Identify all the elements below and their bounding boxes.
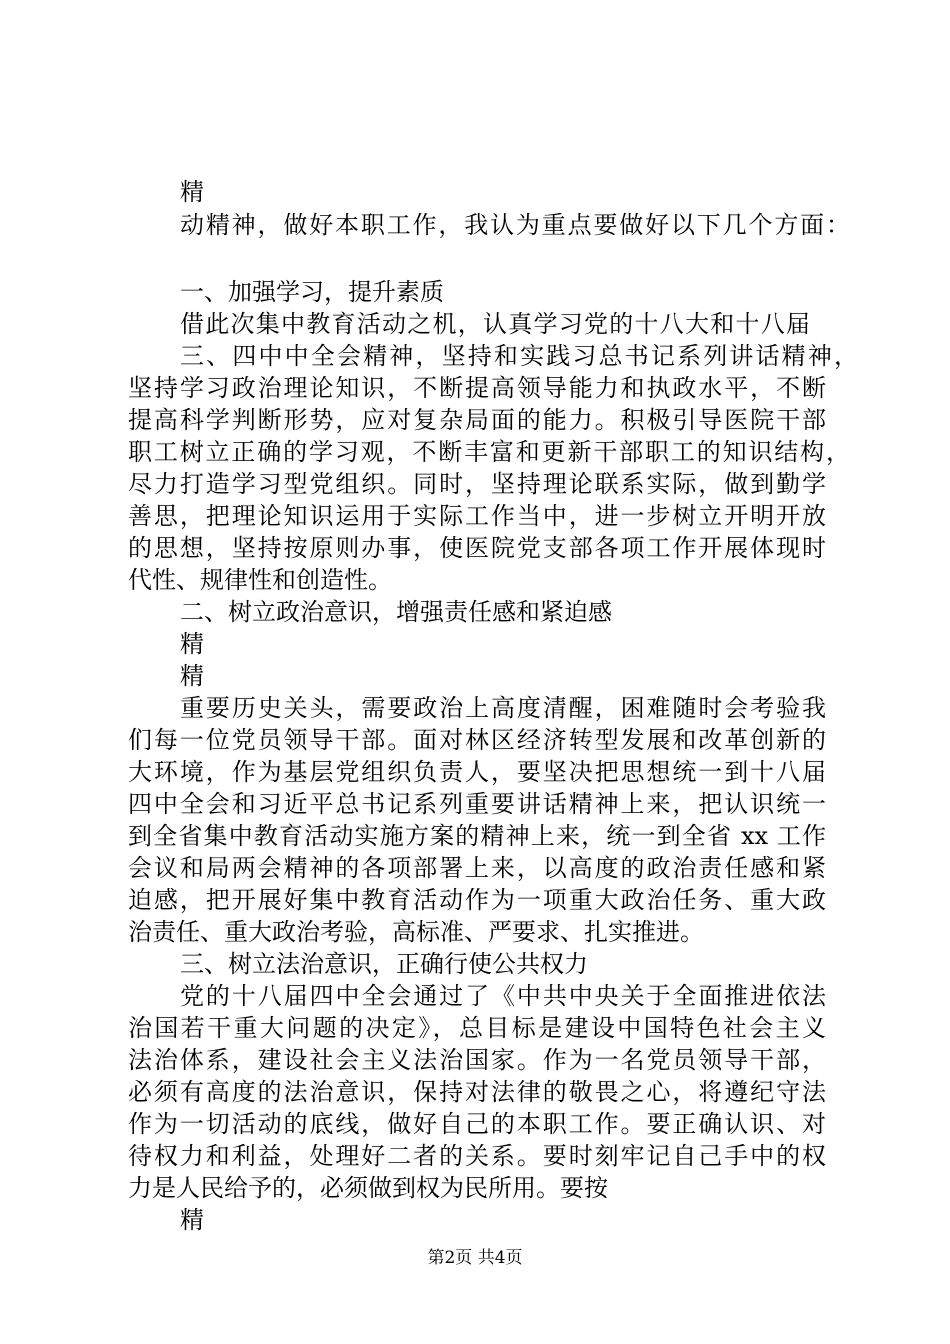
text-line: 提高科学判断形势，应对复杂局面的能力。积极引导医院干部 <box>128 406 826 434</box>
text-line: 代性、规律性和创造性。 <box>128 566 392 594</box>
text-line: 们每一位党员领导干部。面对林区经济转型发展和改革创新的 <box>128 726 826 754</box>
text-line: 必须有高度的法治意识，保持对法律的敬畏之心，将遵纪守法 <box>128 1078 826 1106</box>
text-line: 精 <box>180 662 204 690</box>
text-line: 借此次集中教育活动之机，认真学习党的十八大和十八届 <box>180 310 810 338</box>
text-line: 力是人民给予的，必须做到权为民所用。要按 <box>128 1174 608 1202</box>
section-heading: 二、树立政治意识，增强责任感和紧迫感 <box>180 598 612 626</box>
text-line: 会议和局两会精神的各项部署上来，以高度的政治责任感和紧 <box>128 854 826 882</box>
text-line: 治国若干重大问题的决定》，总目标是建设中国特色社会主义 <box>128 1014 826 1042</box>
text-line: 党的十八届四中全会通过了《中共中央关于全面推进依法 <box>180 982 826 1010</box>
text-line: 的思想，坚持按原则办事，使医院党支部各项工作开展体现时 <box>128 534 826 562</box>
text-line: 职工树立正确的学习观，不断丰富和更新干部职工的知识结构， <box>128 438 850 466</box>
section-heading: 三、树立法治意识，正确行使公共权力 <box>180 950 588 978</box>
text-line: 到全省集中教育活动实施方案的精神上来，统一到全省 xx 工作 <box>128 822 826 850</box>
text-line: 精 <box>180 1206 204 1234</box>
text-line: 尽力打造学习型党组织。同时，坚持理论联系实际，做到勤学 <box>128 470 826 498</box>
text-line: 坚持学习政治理论知识，不断提高领导能力和执政水平，不断 <box>128 374 826 402</box>
text-line: 动精神，做好本职工作，我认为重点要做好以下几个方面： <box>180 211 850 239</box>
page-footer: 第2页 共4页 <box>427 1248 523 1268</box>
text-line: 待权力和利益，处理好二者的关系。要时刻牢记自己手中的权 <box>128 1142 826 1170</box>
text-line: 治责任、重大政治考验，高标准、严要求、扎实推进。 <box>128 918 704 946</box>
text-line: 精 <box>180 178 204 206</box>
text-line: 善思，把理论知识运用于实际工作当中，进一步树立开明开放 <box>128 502 826 530</box>
text-line: 迫感，把开展好集中教育活动作为一项重大政治任务、重大政 <box>128 886 826 914</box>
text-line: 精 <box>180 630 204 658</box>
text-line: 重要历史关头，需要政治上高度清醒，困难随时会考验我 <box>180 694 826 722</box>
text-line: 法治体系，建设社会主义法治国家。作为一名党员领导干部， <box>128 1046 826 1074</box>
text-line: 作为一切活动的底线，做好自己的本职工作。要正确认识、对 <box>128 1110 826 1138</box>
text-line: 大环境，作为基层党组织负责人，要坚决把思想统一到十八届 <box>128 758 826 786</box>
section-heading: 一、加强学习，提升素质 <box>180 278 444 306</box>
text-line: 四中全会和习近平总书记系列重要讲话精神上来，把认识统一 <box>128 790 826 818</box>
text-line: 三、四中中全会精神，坚持和实践习总书记系列讲话精神， <box>180 342 858 370</box>
